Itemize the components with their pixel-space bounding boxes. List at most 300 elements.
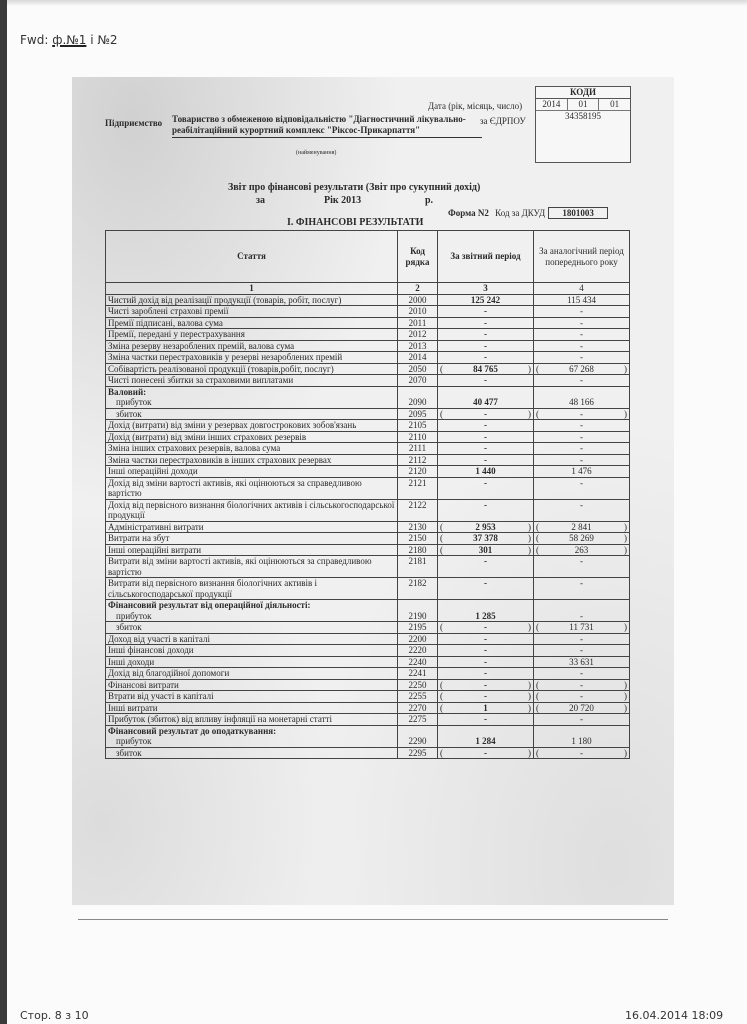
row-label: Зміна частки перестраховиків у резерві незароблених премій — [108, 352, 343, 362]
row-label-cell — [106, 386, 398, 408]
for-label: за — [256, 195, 266, 206]
header-code: Код рядка — [398, 231, 438, 283]
row-previous-cell — [534, 454, 630, 466]
row-current-value: - — [484, 375, 487, 385]
row-label: Премії підписані, валова сума — [108, 317, 223, 328]
row-code: 2110 — [398, 431, 438, 443]
row-current-value: 37 378 — [473, 533, 498, 543]
close-paren: ) — [624, 363, 627, 374]
row-code: 2255 — [398, 691, 438, 703]
row-previous-value: - — [580, 317, 583, 328]
row-previous-cell — [534, 420, 630, 432]
report-title: Звіт про фінансові результати (Звіт про сукупний дохід) — [228, 182, 481, 193]
row-previous-cell — [534, 702, 630, 714]
row-label-cell — [106, 633, 398, 645]
row-previous-value: 2 841 — [571, 521, 592, 532]
row-previous-cell — [534, 714, 630, 726]
open-paren: ( — [440, 679, 443, 690]
open-paren: ( — [440, 544, 443, 555]
row-label: Витрати від первісного визнання біологічних активів і сільськогосподарської продукції — [108, 578, 318, 599]
row-code: 2275 — [398, 714, 438, 726]
date-label: Дата (рік, місяць, число) — [428, 101, 523, 111]
row-previous-value: - — [580, 679, 583, 690]
table-row — [106, 340, 630, 352]
row-label-cell — [106, 431, 398, 443]
row-current-value: - — [484, 633, 487, 644]
row-previous-value: - — [580, 714, 583, 724]
row-previous-value: - — [580, 420, 583, 430]
row-previous-value: - — [580, 431, 583, 442]
row-previous-value: - — [580, 747, 583, 758]
row-current-value: 301 — [478, 544, 493, 555]
table-row — [106, 679, 630, 691]
table-row — [106, 363, 630, 375]
row-current-cell — [438, 317, 534, 329]
viewer-top-edge — [7, 0, 747, 6]
row-label-cell — [106, 294, 398, 306]
table-row — [106, 317, 630, 329]
header-article: Стаття — [106, 231, 398, 283]
row-current-cell — [438, 340, 534, 352]
row-previous-value: - — [580, 454, 583, 465]
row-current-value: - — [484, 317, 487, 328]
row-current-cell — [438, 556, 534, 578]
table-row — [106, 477, 630, 499]
row-previous-cell — [534, 443, 630, 455]
open-paren: ( — [440, 702, 443, 713]
row-current-value: - — [484, 691, 487, 701]
row-current-value: - — [484, 679, 487, 690]
table-row — [106, 408, 630, 420]
row-label-cell — [106, 578, 398, 600]
row-label-cell — [106, 363, 398, 375]
row-label: Інші доходи — [108, 656, 155, 667]
codes-box — [535, 86, 631, 163]
row-label-cell — [106, 408, 398, 420]
subject-prefix: Fwd: — [20, 33, 53, 47]
table-row — [106, 386, 630, 408]
open-paren: ( — [536, 521, 539, 532]
row-label: прибуток — [116, 397, 152, 407]
row-label: збиток — [116, 747, 142, 758]
row-code: 2105 — [398, 420, 438, 432]
row-label: збиток — [116, 408, 142, 419]
table-row — [106, 702, 630, 714]
row-label: збиток — [116, 622, 142, 632]
row-current-value: 125 242 — [470, 294, 501, 305]
close-paren: ) — [624, 679, 627, 690]
row-current-cell — [438, 466, 534, 478]
table-row — [106, 306, 630, 318]
row-current-value: 1 440 — [475, 466, 496, 476]
row-code: 2120 — [398, 466, 438, 478]
table-row — [106, 443, 630, 455]
page-number: Стор. 8 з 10 — [20, 1009, 89, 1022]
row-code: 2012 — [398, 329, 438, 341]
table-row — [106, 600, 630, 622]
table-row — [106, 454, 630, 466]
table-row — [106, 578, 630, 600]
row-current-cell — [438, 363, 534, 375]
row-previous-value: 58 269 — [569, 533, 594, 543]
row-current-cell — [438, 691, 534, 703]
table-row — [106, 533, 630, 545]
form-number: Форма N2 — [448, 208, 489, 218]
row-previous-cell — [534, 633, 630, 645]
row-current-cell — [438, 386, 534, 408]
row-label-cell — [106, 622, 398, 634]
row-code: 2095 — [398, 408, 438, 420]
table-row — [106, 691, 630, 703]
viewer-left-edge — [0, 0, 7, 1024]
row-current-value: - — [484, 668, 487, 678]
row-code: 2000 — [398, 294, 438, 306]
row-code: 2200 — [398, 633, 438, 645]
table-row — [106, 656, 630, 668]
open-paren: ( — [536, 622, 539, 632]
row-previous-cell — [534, 578, 630, 600]
row-previous-value: 1 476 — [571, 466, 592, 476]
row-previous-cell — [534, 306, 630, 318]
row-current-cell — [438, 747, 534, 759]
row-previous-value: - — [580, 499, 583, 510]
row-label: Дохід від первісного визнання біологічних активів і сільськогосподарської продукції — [108, 499, 395, 520]
row-current-value: - — [484, 340, 487, 351]
open-paren: ( — [536, 533, 539, 543]
row-current-value: - — [484, 408, 487, 419]
date-day: 01 — [610, 99, 620, 109]
table-row — [106, 747, 630, 759]
edrpou-label: за ЄДРПОУ — [480, 116, 526, 126]
open-paren: ( — [440, 622, 443, 632]
row-label-cell — [106, 499, 398, 521]
row-current-cell — [438, 499, 534, 521]
row-previous-cell — [534, 477, 630, 499]
row-label: Інші витрати — [108, 702, 158, 713]
table-row — [106, 431, 630, 443]
row-label: Чисті зароблені страхові премії — [108, 306, 229, 316]
row-current-value: 84 765 — [473, 363, 498, 374]
row-code: 2121 — [398, 477, 438, 499]
close-paren: ) — [528, 363, 531, 374]
row-code: 2150 — [398, 533, 438, 545]
row-current-value: 40 477 — [473, 397, 498, 407]
row-current-cell — [438, 306, 534, 318]
row-previous-value: 115 434 — [567, 294, 596, 305]
table-row — [106, 633, 630, 645]
row-label-cell — [106, 645, 398, 657]
row-current-cell — [438, 352, 534, 364]
table-row — [106, 725, 630, 747]
dkud-label: Код за ДКУД — [495, 208, 546, 218]
row-current-value: 1 — [483, 702, 488, 713]
open-paren: ( — [536, 363, 539, 374]
row-current-value: - — [484, 352, 487, 362]
row-current-value: - — [484, 714, 487, 724]
close-paren: ) — [528, 691, 531, 701]
row-label: Доход від участі в капіталі — [108, 633, 210, 644]
row-current-value: - — [484, 656, 487, 667]
report-period: Рік 2013 — [324, 195, 362, 206]
row-label-cell — [106, 544, 398, 556]
table-row — [106, 352, 630, 364]
row-label: Премії, передані у перестрахування — [108, 329, 245, 339]
row-label-cell — [106, 725, 398, 747]
row-previous-cell — [534, 352, 630, 364]
row-label-cell — [106, 714, 398, 726]
row-code: 2070 — [398, 375, 438, 387]
row-current-cell — [438, 454, 534, 466]
row-label: Витрати на збут — [108, 533, 170, 543]
row-previous-cell — [534, 691, 630, 703]
row-current-cell — [438, 725, 534, 747]
row-code: 2270 — [398, 702, 438, 714]
col-number-1: 1 — [106, 283, 398, 295]
row-previous-cell — [534, 622, 630, 634]
row-label-cell — [106, 556, 398, 578]
row-current-cell — [438, 645, 534, 657]
name-caption: (найменування) — [296, 150, 337, 156]
year-suffix: р. — [425, 195, 434, 206]
row-label: прибуток — [116, 610, 152, 621]
row-previous-cell — [534, 747, 630, 759]
row-previous-cell — [534, 679, 630, 691]
row-label: Собівартість реалізованої продукції (товарів,робіт, послуг) — [108, 363, 334, 374]
open-paren: ( — [536, 747, 539, 758]
row-current-value: - — [484, 454, 487, 465]
row-current-cell — [438, 420, 534, 432]
row-previous-cell — [534, 294, 630, 306]
row-previous-cell — [534, 317, 630, 329]
row-label-cell — [106, 340, 398, 352]
column-number-row — [106, 283, 630, 295]
row-label: Дохід (витрати) від зміни інших страхових резервів — [108, 431, 307, 442]
row-previous-value: 48 166 — [569, 397, 594, 407]
row-label: Прибуток (збиток) від впливу інфляції на монетарні статті — [108, 714, 332, 724]
row-current-cell — [438, 668, 534, 680]
row-current-cell — [438, 702, 534, 714]
row-label-cell — [106, 329, 398, 341]
row-current-value: - — [484, 499, 487, 510]
header-previous: За аналогічний період попереднього року — [534, 231, 630, 283]
row-current-cell — [438, 533, 534, 545]
date-month: 01 — [568, 99, 600, 110]
row-previous-cell — [534, 544, 630, 556]
row-current-cell — [438, 294, 534, 306]
row-current-value: - — [484, 622, 487, 632]
close-paren: ) — [528, 408, 531, 419]
subject-form-1: ф.№1 — [52, 33, 87, 47]
row-current-value: 1 285 — [475, 610, 496, 621]
close-paren: ) — [624, 702, 627, 713]
row-previous-value: - — [580, 633, 583, 644]
row-previous-cell — [534, 533, 630, 545]
codes-title: КОДИ — [536, 87, 630, 99]
row-previous-cell — [534, 408, 630, 420]
row-previous-cell — [534, 600, 630, 622]
table-row — [106, 499, 630, 521]
row-previous-value: - — [580, 375, 583, 385]
close-paren: ) — [624, 622, 627, 632]
close-paren: ) — [528, 702, 531, 713]
close-paren: ) — [528, 679, 531, 690]
row-previous-value: - — [580, 306, 583, 316]
row-label-cell — [106, 443, 398, 455]
row-code: 2290 — [398, 725, 438, 747]
row-label-cell — [106, 306, 398, 318]
row-label: Інші операційні витрати — [108, 544, 202, 555]
row-label-cell — [106, 352, 398, 364]
row-code: 2013 — [398, 340, 438, 352]
close-paren: ) — [624, 533, 627, 543]
form-label — [448, 207, 608, 219]
close-paren: ) — [624, 747, 627, 758]
row-label: Фінансові витрати — [108, 679, 179, 690]
row-previous-value: - — [580, 556, 583, 566]
row-group-title: Валовий: — [108, 386, 147, 397]
row-current-value: 1 284 — [475, 736, 496, 746]
row-label: Зміна інших страхових резервів, валова сума — [108, 443, 281, 453]
col-number-3: 3 — [438, 283, 534, 295]
open-paren: ( — [440, 691, 443, 701]
open-paren: ( — [440, 363, 443, 374]
row-code: 2195 — [398, 622, 438, 634]
row-label-cell — [106, 747, 398, 759]
row-code: 2112 — [398, 454, 438, 466]
table-header-row — [106, 231, 630, 283]
row-previous-value: - — [580, 352, 583, 362]
row-current-cell — [438, 544, 534, 556]
row-current-value: - — [484, 443, 487, 453]
table-row — [106, 556, 630, 578]
row-label-cell — [106, 477, 398, 499]
row-current-cell — [438, 443, 534, 455]
row-code: 2122 — [398, 499, 438, 521]
row-current-value: - — [484, 747, 487, 758]
row-previous-cell — [534, 386, 630, 408]
section-title: І. ФІНАНСОВІ РЕЗУЛЬТАТИ — [287, 217, 424, 228]
table-row — [106, 544, 630, 556]
row-label: Інші операційні доходи — [108, 466, 198, 476]
financial-results-table — [105, 230, 630, 759]
row-previous-cell — [534, 725, 630, 747]
row-label-cell — [106, 679, 398, 691]
table-row — [106, 714, 630, 726]
row-label: Втрати від участі в капіталі — [108, 691, 214, 701]
row-previous-value: - — [580, 477, 583, 488]
row-previous-cell — [534, 521, 630, 533]
row-label: Чистий дохід від реалізації продукції (товарів, робіт, послуг) — [108, 294, 342, 305]
col-number-2: 2 — [398, 283, 438, 295]
print-timestamp: 16.04.2014 18:09 — [625, 1009, 724, 1022]
open-paren: ( — [536, 679, 539, 690]
row-previous-cell — [534, 375, 630, 387]
row-code: 2011 — [398, 317, 438, 329]
row-previous-value: 263 — [574, 544, 589, 555]
close-paren: ) — [528, 622, 531, 632]
row-code: 2220 — [398, 645, 438, 657]
row-code: 2111 — [398, 443, 438, 455]
table-row — [106, 645, 630, 657]
row-code: 2241 — [398, 668, 438, 680]
enterprise-name: Товариство з обмеженою відповідальністю "Діагностичний лікувально-реабілітаційний курортний комплекс "Ріксос-Прикарпаття" — [172, 114, 482, 138]
row-previous-cell — [534, 363, 630, 375]
row-previous-value: 67 268 — [569, 363, 594, 374]
row-code: 2295 — [398, 747, 438, 759]
row-label-cell — [106, 521, 398, 533]
open-paren: ( — [536, 408, 539, 419]
table-row — [106, 420, 630, 432]
close-paren: ) — [528, 533, 531, 543]
subject-rest: і №2 — [86, 33, 118, 47]
row-previous-value: - — [580, 340, 583, 351]
row-label-cell — [106, 317, 398, 329]
row-current-value: - — [484, 431, 487, 442]
row-label-cell — [106, 656, 398, 668]
row-label: Зміна резерву незароблених премій, валова сума — [108, 340, 295, 351]
row-label-cell — [106, 533, 398, 545]
row-label-cell — [106, 691, 398, 703]
row-current-cell — [438, 431, 534, 443]
table-row — [106, 521, 630, 533]
row-label-cell — [106, 600, 398, 622]
row-code: 2190 — [398, 600, 438, 622]
row-label: Інші фінансові доходи — [108, 645, 194, 655]
row-label-cell — [106, 454, 398, 466]
row-label-cell — [106, 466, 398, 478]
row-label: Зміна частки перестраховиків в інших страхових резервах — [108, 454, 332, 465]
close-paren: ) — [624, 544, 627, 555]
row-previous-cell — [534, 556, 630, 578]
row-current-value: - — [484, 329, 487, 339]
row-previous-value: 33 631 — [569, 656, 594, 667]
close-paren: ) — [624, 408, 627, 419]
enterprise-label: Підприємство — [105, 118, 163, 128]
open-paren: ( — [440, 747, 443, 758]
row-previous-value: - — [580, 443, 583, 453]
table-row — [106, 466, 630, 478]
row-current-cell — [438, 578, 534, 600]
row-current-cell — [438, 714, 534, 726]
row-code: 2181 — [398, 556, 438, 578]
row-previous-value: - — [580, 668, 583, 678]
date-year: 2014 — [536, 99, 568, 110]
codes-blank — [536, 122, 630, 162]
open-paren: ( — [440, 533, 443, 543]
dkud-code: 1801003 — [548, 207, 608, 219]
open-paren: ( — [536, 702, 539, 713]
row-code: 2182 — [398, 578, 438, 600]
row-current-cell — [438, 477, 534, 499]
row-code: 2130 — [398, 521, 438, 533]
row-previous-value: 20 720 — [569, 702, 594, 713]
row-code: 2240 — [398, 656, 438, 668]
row-previous-cell — [534, 431, 630, 443]
row-code: 2014 — [398, 352, 438, 364]
row-label-cell — [106, 702, 398, 714]
row-label: Адміністративні витрати — [108, 521, 204, 532]
open-paren: ( — [536, 691, 539, 701]
close-paren: ) — [624, 691, 627, 701]
row-label-cell — [106, 668, 398, 680]
row-label: Дохід від зміни вартості активів, які оцінюються за справедливою вартістю — [108, 477, 362, 498]
row-group-title: Фінансовий результат від операційної діяльності: — [108, 600, 311, 610]
row-previous-value: - — [580, 645, 583, 655]
row-current-cell — [438, 679, 534, 691]
close-paren: ) — [528, 544, 531, 555]
row-current-cell — [438, 375, 534, 387]
row-code: 2050 — [398, 363, 438, 375]
